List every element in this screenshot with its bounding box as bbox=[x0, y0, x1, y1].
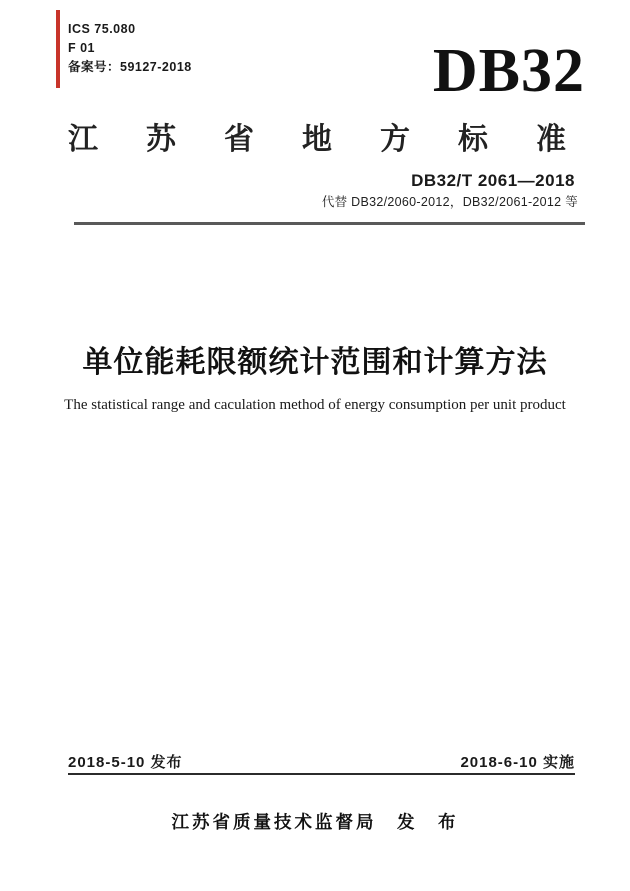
header-divider bbox=[74, 222, 585, 225]
document-title-en: The statistical range and caculation method of energy consumption per unit product bbox=[64, 397, 566, 413]
classification-block bbox=[68, 20, 192, 77]
standard-number: DB32/T 2061—2018 bbox=[411, 171, 575, 190]
date-row bbox=[68, 751, 575, 772]
class-code: F 01 bbox=[68, 41, 96, 55]
db32-logo: DB32 bbox=[432, 37, 585, 105]
implement-date: 2018-6-10 实施 bbox=[460, 754, 575, 771]
issue-date: 2018-5-10 发布 bbox=[68, 754, 183, 771]
document-title-cn: 单位能耗限额统计范围和计算方法 bbox=[82, 346, 548, 379]
record-number: 备案号：59127-2018 bbox=[68, 60, 192, 74]
publisher-line: 江苏省质量技术监督局 发 布 bbox=[171, 812, 459, 832]
red-margin-mark bbox=[56, 10, 60, 88]
replaces-note: 代替 DB32/2060-2012，DB32/2061-2012 等 bbox=[321, 195, 578, 209]
standard-type-title: 江苏省地方标准 bbox=[68, 123, 614, 156]
footer-divider bbox=[68, 773, 575, 775]
ics-code: ICS 75.080 bbox=[68, 22, 136, 36]
